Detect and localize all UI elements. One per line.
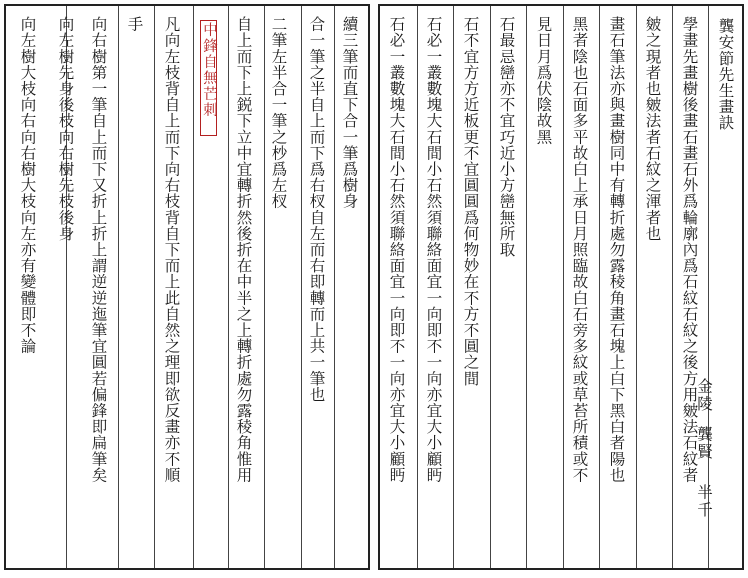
- text-column: 石最忌巒亦不宜巧近小方巒無所取: [497, 16, 516, 258]
- column-rule: [636, 6, 637, 568]
- text-column: 凡向左枝背自上而下向右枝背自下而上此自然之理即欲反畫亦不順: [162, 16, 181, 483]
- author-place: 金陵: [695, 378, 713, 413]
- text-column: 向左樹先身後枝向右樹先枝後身: [56, 16, 75, 242]
- column-rule: [563, 6, 564, 568]
- text-column: 續三筆而直下合一筆爲樹身: [340, 16, 359, 210]
- text-column: 學畫先畫樹後畫石畫石外爲輪廓內爲石紋石紋之後方用皴法石紋者: [680, 16, 699, 483]
- page-title: 龔安節先生畫訣: [716, 18, 735, 131]
- column-rule: [490, 6, 491, 568]
- column-rule: [193, 6, 194, 568]
- text-column: 手: [125, 16, 144, 33]
- text-column: 合一筆之半自上而下爲右杈自左而右即轉而上共一筆也: [307, 16, 326, 403]
- column-rule: [118, 6, 119, 568]
- red-seal-text: 中鋒自無芒刺: [201, 22, 217, 118]
- text-column: 自上而下上鋭下立中宜轉折然後折在中半之上轉折處勿露稜角惟用: [234, 16, 253, 483]
- column-rule: [526, 6, 527, 568]
- column-rule: [599, 6, 600, 568]
- left-page: [4, 4, 370, 570]
- column-rule: [672, 6, 673, 568]
- right-page: [378, 4, 744, 570]
- author-name: 龔賢: [695, 426, 713, 461]
- text-column: 二筆左半合一筆之杪爲左杈: [269, 16, 288, 210]
- column-rule: [154, 6, 155, 568]
- author-style-name: 半千: [695, 484, 713, 519]
- text-column: 畫石筆法亦與畫樹同中有轉折處勿露稜角畫石塊上白下黑白者陽也: [607, 16, 626, 483]
- column-rule: [264, 6, 265, 568]
- column-rule: [417, 6, 418, 568]
- column-rule: [301, 6, 302, 568]
- column-rule: [228, 6, 229, 568]
- text-column: 見日月爲伏陰故黑: [534, 16, 553, 145]
- text-column: 石必一叢數塊大石間小石然須聯絡面宜一向即不一向亦宜大小顧眄: [387, 16, 406, 483]
- text-column: 石不宜方方近板更不宜圓圓爲何物妙在不方不圓之間: [461, 16, 480, 387]
- column-rule: [334, 6, 335, 568]
- column-rule: [453, 6, 454, 568]
- text-column: 黑者陰也石面多平故白上承日月照臨故白石旁多紋或草苔所積或不: [570, 16, 589, 483]
- text-column: 向右樹第一筆自上而下又折上折上謂逆逆迤筆宜圓若偏鋒即扁筆矣: [89, 16, 108, 483]
- text-column: 向左樹大枝向右向右樹大枝向左亦有變體即不論: [18, 16, 37, 355]
- text-column: 皴之現者也皴法者石紋之渾者也: [643, 16, 662, 242]
- text-column: 石必一叢數塊大石間小石然須聯絡面宜一向即不一向亦宜大小顧眄: [424, 16, 443, 483]
